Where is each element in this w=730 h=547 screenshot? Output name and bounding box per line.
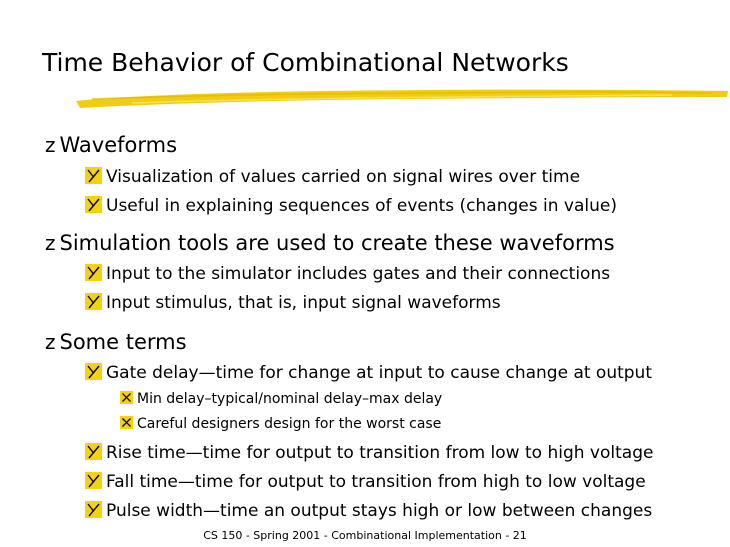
- x-bullet-icon: [120, 391, 133, 404]
- list-item: Gate delay—time for change at input to cause change at output: [85, 363, 652, 383]
- section-heading-some-terms: z Some terms: [45, 330, 187, 354]
- y-bullet-icon: [85, 167, 102, 184]
- list-item: Rise time—time for output to transition from low to high voltage: [85, 443, 653, 463]
- list-item: Input to the simulator includes gates and their connections: [85, 264, 610, 284]
- list-item: Input stimulus, that is, input signal waveforms: [85, 293, 501, 313]
- slide-footer: CS 150 - Spring 2001 - Combinational Implementation - 21: [203, 529, 527, 542]
- list-subitem: Min delay–typical/nominal delay–max delay: [120, 391, 442, 407]
- z-bullet-icon: z: [45, 330, 56, 354]
- slide-title: Time Behavior of Combinational Networks: [42, 48, 569, 77]
- section-heading-simulation: z Simulation tools are used to create these waveforms: [45, 231, 615, 255]
- y-bullet-icon: [85, 443, 102, 460]
- list-subitem: Careful designers design for the worst case: [120, 416, 441, 432]
- list-item: Fall time—time for output to transition from high to low voltage: [85, 472, 646, 492]
- y-bullet-icon: [85, 196, 102, 213]
- z-bullet-icon: z: [45, 231, 56, 255]
- y-bullet-icon: [85, 363, 102, 380]
- y-bullet-icon: [85, 472, 102, 489]
- section-heading-waveforms: z Waveforms: [45, 133, 178, 157]
- y-bullet-icon: [85, 264, 102, 281]
- title-underline-brushstroke: [72, 84, 730, 110]
- y-bullet-icon: [85, 501, 102, 518]
- list-item: Useful in explaining sequences of events (changes in value): [85, 196, 617, 216]
- list-item: Visualization of values carried on signal wires over time: [85, 167, 580, 187]
- list-item: Pulse width—time an output stays high or low between changes: [85, 501, 652, 521]
- z-bullet-icon: z: [45, 133, 56, 157]
- y-bullet-icon: [85, 293, 102, 310]
- x-bullet-icon: [120, 416, 133, 429]
